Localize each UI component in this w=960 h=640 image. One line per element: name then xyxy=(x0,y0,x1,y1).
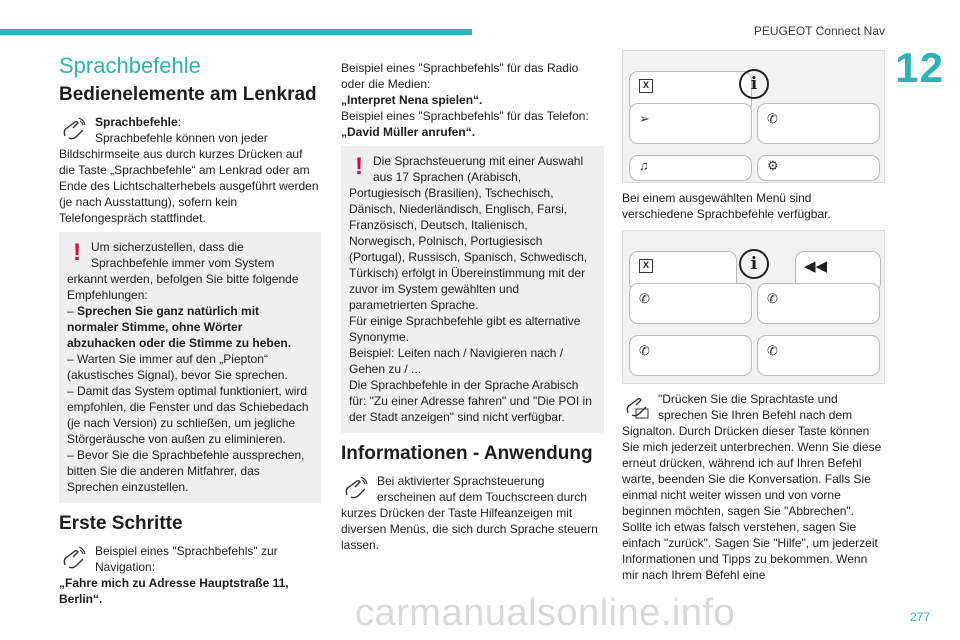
music-note-icon: ♫ xyxy=(639,158,649,173)
tile-phone[interactable] xyxy=(757,103,880,144)
warning-dash: – xyxy=(67,304,78,318)
warning-exclamation-icon: ! xyxy=(355,153,363,180)
menu-commands-text: Bei einem ausgewählten Menü sind verschiedene Sprachbefehle verfügbar. xyxy=(622,191,831,221)
heading-information-application: Informationen - Anwendung xyxy=(341,443,593,464)
voice-command-hand-icon xyxy=(622,391,652,421)
column-left xyxy=(59,53,321,613)
close-x-icon: X xyxy=(639,79,653,93)
help-screen-main-menu xyxy=(622,50,885,183)
navigation-example-text: Beispiel eines "Sprachbefehls" zur Navigation: xyxy=(95,544,278,574)
tile-navigation[interactable] xyxy=(629,103,752,144)
header-title: PEUGEOT Connect Nav xyxy=(753,24,885,38)
voice-command-paragraph: Sprachbefehle: Sprachbefehle können von jeder Bildschirmseite aus durch kurzes Drücken auf die Taste „Sprachbefehle“ am Lenkrad oder am Ende des Lichtschalterhebels ausgeführt werden (je nach Ausstattung), sofern kein Telefongespräch stattfindet. xyxy=(59,115,319,225)
radio-example-command: „Interpret Nena spielen“. xyxy=(341,93,483,107)
phone-handset-icon: ✆ xyxy=(639,291,650,306)
rewind-icon: ◀◀ xyxy=(804,258,828,275)
info-circle-icon: i xyxy=(739,69,769,99)
voice-label: Sprachbefehle xyxy=(95,115,178,129)
warning-advice-list: – Warten Sie immer auf den „Piepton“ (akustisches Signal), bevor Sie sprechen. – Damit das System optimal funktioniert, wird empfohlen, die Fenster und das Schiebedach (je nach Version) zu schließen, um jegliche Störgeräusche von außen zu eliminieren. – Bevor Sie die Sprachbefehle aussprechen, bitten Sie die anderen Mitfahrer, das Sprechen einzustellen. xyxy=(67,352,309,494)
voice-help-paragraph xyxy=(622,391,885,583)
info-text: Bei aktivierter Sprachsteuerung erscheinen auf dem Touchscreen durch kurzes Drücken der Taste Hilfeanzeigen mit diversen Menüs, die sich durch Sprache steuern lassen. xyxy=(341,474,598,552)
radio-example-text: Beispiel eines "Sprachbefehls" für das Radio oder die Medien: xyxy=(341,61,579,91)
tile-phone-3[interactable] xyxy=(629,335,752,376)
chapter-number: 12 xyxy=(895,44,944,91)
help-screen-submenu xyxy=(622,230,885,384)
warning-bold-advice: Sprechen Sie ganz natürlich mit normaler Stimme, ohne Wörter abzuhacken oder die Stimme zu heben. xyxy=(67,304,292,350)
column-right xyxy=(622,50,885,589)
warning-exclamation-icon: ! xyxy=(73,239,81,266)
navigation-example-command: „Fahre mich zu Adresse Hauptstraße 11, Berlin“. xyxy=(59,576,289,606)
voice-command-hand-icon xyxy=(59,114,89,144)
watermark: carmanualsonline.info xyxy=(355,592,736,634)
header-accent-bar xyxy=(0,29,472,35)
phone-handset-icon: ✆ xyxy=(767,343,778,358)
phone-handset-icon: ✆ xyxy=(639,343,650,358)
close-x-icon: X xyxy=(639,259,653,273)
heading-steering-controls: Bedienelemente am Lenkrad xyxy=(59,84,317,105)
page-number: 277 xyxy=(909,610,930,624)
phone-handset-icon: ✆ xyxy=(767,111,778,126)
gear-icon: ⚙ xyxy=(767,158,779,173)
tile-phone-2[interactable] xyxy=(757,283,880,324)
tile-phone-1[interactable] xyxy=(629,283,752,324)
warning-box-languages xyxy=(341,146,604,433)
phone-example-text: Beispiel eines "Sprachbefehls" für das Telefon: xyxy=(341,109,589,123)
phone-example-command: „David Müller anrufen“. xyxy=(341,125,476,139)
info-circle-icon: i xyxy=(739,249,769,279)
phone-handset-icon: ✆ xyxy=(767,291,778,306)
languages-warning-text: Die Sprachsteuerung mit einer Auswahl aus 17 Sprachen (Arabisch, Portugiesisch (Brasilien), Tschechisch, Dänisch, Niederländisch, Englisch, Farsi, Französisch, Deutsch, Italienisch, Norwegisch, Polnisch, Portugiesisch (Portugal), Russisch, Spanisch, Schwedisch, Türkisch) erfolgt in Übereinstimmung mit der zuvor im System gewählten und parametrierten Sprache. Für einige Sprachbefehle gibt es alternative Synonyme. Beispiel: Leiten nach / Navigieren nach / Gehen zu / ... Die Sprachbefehle in der Sprache Arabisch für: "Zu einer Adresse fahren" und "Die POI in der Stadt anzeigen" sind nicht verfügbar. xyxy=(349,154,592,424)
voice-command-hand-icon xyxy=(341,473,371,503)
voice-help-text: "Drücken Sie die Sprachtaste und sprechen Sie Ihren Befehl nach dem Signalton. Durch Drücken dieser Taste können Sie mich jederzeit unterbrechen. Wenn Sie diese erneut drücken, während ich auf Ihren Befehl warte, beenden Sie die Konversation. Falls Sie einmal nicht weiter wissen und von vorne beginnen möchten, sagen Sie "Abbrechen". Sollte ich etwas falsch verstehen, sagen Sie einfach "zurück". Sagen Sie "Hilfe", um jederzeit Informationen und Tipps zu bekommen. Wenn mir nach Ihrem Befehl eine xyxy=(622,392,882,582)
tile-phone-4[interactable] xyxy=(757,335,880,376)
voice-command-hand-icon xyxy=(59,543,89,573)
warning-intro: Um sicherzustellen, dass die Sprachbefehle immer vom System erkannt werden, befolgen Sie bitte folgende Empfehlungen: xyxy=(67,240,299,302)
tile-settings[interactable] xyxy=(757,155,880,181)
warning-box-recommendations xyxy=(59,232,321,503)
voice-description: Sprachbefehle können von jeder Bildschirmseite aus durch kurzes Drücken auf die Taste „Sprachbefehle“ am Lenkrad oder am Ende des Lichtschalterhebels ausgeführt werden (je nach Ausstattung), sofern kein Telefongespräch stattfindet. xyxy=(59,131,319,225)
column-middle xyxy=(341,60,604,559)
heading-first-steps: Erste Schritte xyxy=(59,513,183,534)
tile-media[interactable] xyxy=(629,155,752,181)
navigation-example-paragraph xyxy=(59,543,321,607)
info-paragraph xyxy=(341,473,604,553)
navigation-arrow-icon: ➢ xyxy=(639,111,650,126)
section-title: Sprachbefehle xyxy=(59,53,201,78)
